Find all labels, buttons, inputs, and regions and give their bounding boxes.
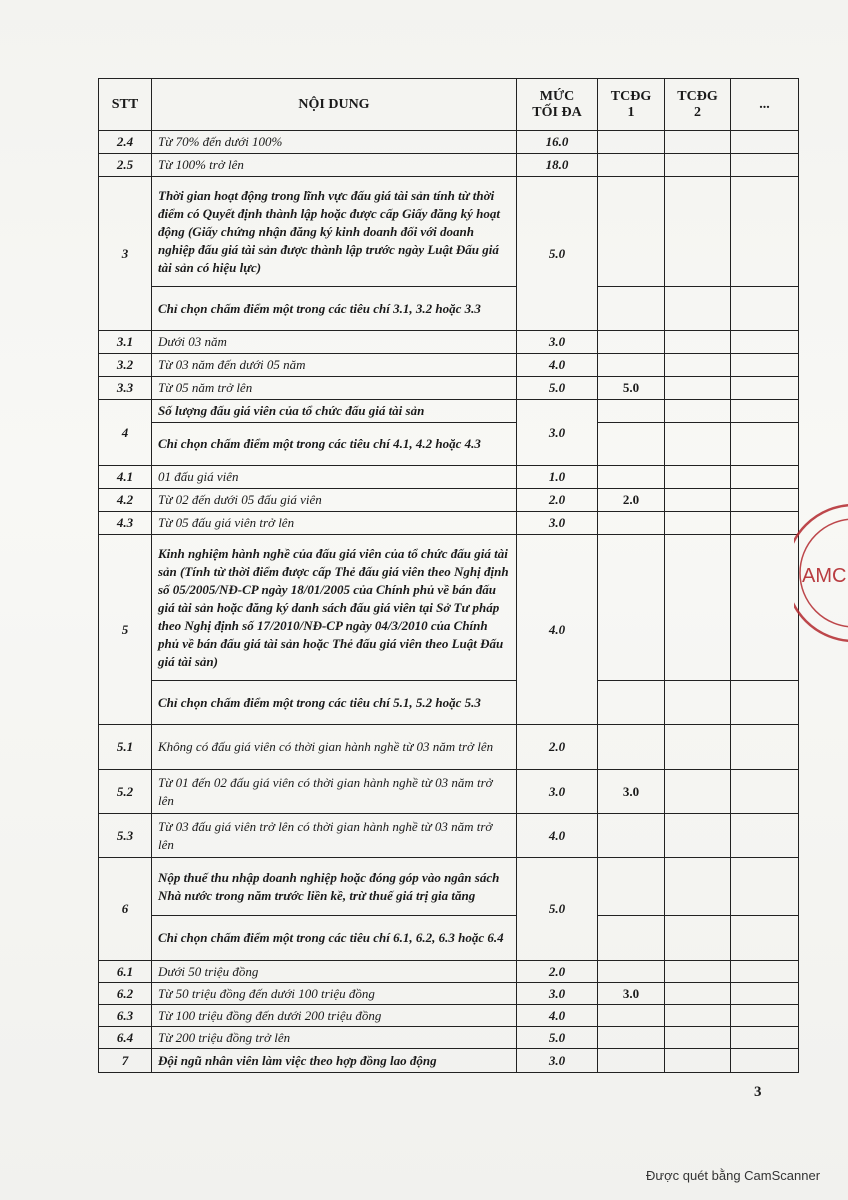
header-tcdg1 bbox=[598, 79, 665, 131]
row-tcdg2-score bbox=[665, 1005, 731, 1027]
row-content: Từ 100 triệu đồng đến dưới 200 triệu đồng bbox=[152, 1005, 517, 1027]
header-content: NỘI DUNG bbox=[152, 79, 517, 131]
table-row bbox=[99, 770, 799, 814]
header-tcdg1-line2: 1 bbox=[627, 104, 635, 120]
row-stt: 6.2 bbox=[99, 983, 152, 1005]
row-tcdg1-score bbox=[598, 423, 665, 466]
stamp-graphic bbox=[794, 498, 848, 648]
header-tcdg2 bbox=[665, 79, 731, 131]
row-content: Từ 05 đấu giá viên trở lên bbox=[152, 512, 517, 535]
row-stt: 4 bbox=[99, 400, 152, 466]
table-row bbox=[99, 858, 799, 916]
row-note: Chỉ chọn chấm điểm một trong các tiêu chí 4.1, 4.2 hoặc 4.3 bbox=[152, 423, 517, 466]
row-content: Dưới 03 năm bbox=[152, 331, 517, 354]
row-content: Từ 03 năm đến dưới 05 năm bbox=[152, 354, 517, 377]
table-row bbox=[99, 961, 799, 983]
row-max-score: 3.0 bbox=[517, 331, 598, 354]
row-tcdg2-score bbox=[665, 1027, 731, 1049]
row-stt: 5 bbox=[99, 535, 152, 725]
header-more: ... bbox=[731, 79, 799, 131]
row-stt: 2.4 bbox=[99, 131, 152, 154]
row-more-score bbox=[731, 1027, 799, 1049]
row-tcdg2-score bbox=[665, 131, 731, 154]
row-tcdg2-score bbox=[665, 400, 731, 423]
row-max-score: 3.0 bbox=[517, 400, 598, 466]
company-stamp bbox=[794, 498, 848, 648]
row-stt: 3.3 bbox=[99, 377, 152, 400]
row-content: Từ 02 đến dưới 05 đấu giá viên bbox=[152, 489, 517, 512]
row-tcdg2-score bbox=[665, 354, 731, 377]
scanner-watermark: Được quét bằng CamScanner bbox=[646, 1168, 821, 1183]
row-stt: 3.1 bbox=[99, 331, 152, 354]
row-stt: 4.1 bbox=[99, 466, 152, 489]
row-more-score bbox=[731, 1005, 799, 1027]
row-content: Không có đấu giá viên có thời gian hành nghề từ 03 năm trở lên bbox=[152, 725, 517, 770]
row-tcdg2-score bbox=[665, 512, 731, 535]
row-tcdg2-score bbox=[665, 377, 731, 400]
row-tcdg1-score bbox=[598, 466, 665, 489]
row-more-score bbox=[731, 466, 799, 489]
table-row bbox=[99, 131, 799, 154]
row-tcdg1-score bbox=[598, 1027, 665, 1049]
row-tcdg1-score bbox=[598, 858, 665, 916]
header-max-score bbox=[517, 79, 598, 131]
row-content: Thời gian hoạt động trong lĩnh vực đấu giá tài sản tính từ thời điểm có Quyết định thành lập hoặc được cấp Giấy đăng ký hoạt động (Giấy chứng nhận đăng ký kinh doanh đối với doanh nghiệp đấu giá tài sản được thành lập trước ngày Luật Đấu giá tài sản có hiệu lực) bbox=[152, 177, 517, 287]
row-more-score bbox=[731, 681, 799, 725]
row-more-score bbox=[731, 1049, 799, 1073]
row-tcdg2-score bbox=[665, 916, 731, 961]
row-content: Từ 01 đến 02 đấu giá viên có thời gian hành nghề từ 03 năm trở lên bbox=[152, 770, 517, 814]
row-tcdg1-score bbox=[598, 725, 665, 770]
row-stt: 6 bbox=[99, 858, 152, 961]
row-tcdg1-score bbox=[598, 131, 665, 154]
row-tcdg2-score bbox=[665, 725, 731, 770]
row-max-score: 5.0 bbox=[517, 177, 598, 331]
row-more-score bbox=[731, 961, 799, 983]
row-tcdg2-score bbox=[665, 858, 731, 916]
row-max-score: 3.0 bbox=[517, 983, 598, 1005]
row-max-score: 2.0 bbox=[517, 725, 598, 770]
row-tcdg1-score bbox=[598, 814, 665, 858]
row-more-score bbox=[731, 858, 799, 916]
row-max-score: 3.0 bbox=[517, 512, 598, 535]
row-max-score: 4.0 bbox=[517, 535, 598, 725]
row-tcdg1-score bbox=[598, 535, 665, 681]
row-max-score: 4.0 bbox=[517, 354, 598, 377]
row-content: 01 đấu giá viên bbox=[152, 466, 517, 489]
row-tcdg1-score bbox=[598, 400, 665, 423]
row-content: Đội ngũ nhân viên làm việc theo hợp đồng lao động bbox=[152, 1049, 517, 1073]
header-max-line2: TỐI ĐA bbox=[532, 104, 582, 120]
row-stt: 3.2 bbox=[99, 354, 152, 377]
row-max-score: 18.0 bbox=[517, 154, 598, 177]
row-more-score bbox=[731, 725, 799, 770]
stamp-text: AMC bbox=[802, 565, 847, 587]
row-tcdg2-score bbox=[665, 961, 731, 983]
table-row bbox=[99, 535, 799, 681]
table-row bbox=[99, 489, 799, 512]
row-more-score bbox=[731, 814, 799, 858]
table-row bbox=[99, 354, 799, 377]
header-max-line1: MỨC bbox=[539, 88, 575, 104]
row-stt: 6.1 bbox=[99, 961, 152, 983]
table-row bbox=[99, 725, 799, 770]
row-more-score bbox=[731, 512, 799, 535]
row-tcdg1-score: 2.0 bbox=[598, 489, 665, 512]
row-max-score: 3.0 bbox=[517, 770, 598, 814]
row-max-score: 4.0 bbox=[517, 814, 598, 858]
row-tcdg1-score bbox=[598, 177, 665, 287]
row-tcdg1-score bbox=[598, 961, 665, 983]
row-tcdg1-score: 5.0 bbox=[598, 377, 665, 400]
row-max-score: 2.0 bbox=[517, 961, 598, 983]
row-tcdg2-score bbox=[665, 535, 731, 681]
row-tcdg1-score bbox=[598, 1005, 665, 1027]
row-more-score bbox=[731, 770, 799, 814]
row-stt: 7 bbox=[99, 1049, 152, 1073]
table-header-row bbox=[99, 79, 799, 131]
row-tcdg1-score bbox=[598, 354, 665, 377]
table-row bbox=[99, 177, 799, 287]
row-max-score: 5.0 bbox=[517, 377, 598, 400]
table-row bbox=[99, 1005, 799, 1027]
row-tcdg1-score: 3.0 bbox=[598, 770, 665, 814]
row-tcdg1-score bbox=[598, 331, 665, 354]
table-row-note bbox=[99, 423, 799, 466]
row-more-score bbox=[731, 423, 799, 466]
row-tcdg2-score bbox=[665, 770, 731, 814]
row-tcdg2-score bbox=[665, 489, 731, 512]
row-more-score bbox=[731, 331, 799, 354]
row-more-score bbox=[731, 377, 799, 400]
row-tcdg1-score bbox=[598, 154, 665, 177]
header-stt: STT bbox=[99, 79, 152, 131]
row-more-score bbox=[731, 354, 799, 377]
table-row-note bbox=[99, 681, 799, 725]
row-tcdg1-score bbox=[598, 681, 665, 725]
row-more-score bbox=[731, 983, 799, 1005]
row-content: Từ 70% đến dưới 100% bbox=[152, 131, 517, 154]
row-stt: 5.2 bbox=[99, 770, 152, 814]
row-tcdg2-score bbox=[665, 814, 731, 858]
header-tcdg2-line2: 2 bbox=[694, 104, 701, 120]
row-stt: 3 bbox=[99, 177, 152, 331]
table-row bbox=[99, 466, 799, 489]
row-stt: 5.1 bbox=[99, 725, 152, 770]
row-more-score bbox=[731, 154, 799, 177]
row-content: Từ 100% trở lên bbox=[152, 154, 517, 177]
row-content: Dưới 50 triệu đồng bbox=[152, 961, 517, 983]
row-tcdg2-score bbox=[665, 1049, 731, 1073]
row-more-score bbox=[731, 287, 799, 331]
row-tcdg1-score bbox=[598, 287, 665, 331]
row-note: Chỉ chọn chấm điểm một trong các tiêu chí 3.1, 3.2 hoặc 3.3 bbox=[152, 287, 517, 331]
row-more-score bbox=[731, 177, 799, 287]
scoring-table bbox=[98, 78, 799, 1073]
row-note: Chỉ chọn chấm điểm một trong các tiêu chí 6.1, 6.2, 6.3 hoặc 6.4 bbox=[152, 916, 517, 961]
row-content: Nộp thuế thu nhập doanh nghiệp hoặc đóng góp vào ngân sách Nhà nước trong năm trước liền kề, trừ thuế giá trị gia tăng bbox=[152, 858, 517, 916]
row-tcdg2-score bbox=[665, 331, 731, 354]
row-max-score: 5.0 bbox=[517, 1027, 598, 1049]
row-max-score: 1.0 bbox=[517, 466, 598, 489]
row-content: Từ 50 triệu đồng đến dưới 100 triệu đồng bbox=[152, 983, 517, 1005]
row-max-score: 4.0 bbox=[517, 1005, 598, 1027]
row-tcdg2-score bbox=[665, 423, 731, 466]
row-tcdg2-score bbox=[665, 287, 731, 331]
row-max-score: 5.0 bbox=[517, 858, 598, 961]
row-tcdg2-score bbox=[665, 983, 731, 1005]
row-more-score bbox=[731, 535, 799, 681]
row-tcdg1-score bbox=[598, 1049, 665, 1073]
row-content: Từ 200 triệu đồng trở lên bbox=[152, 1027, 517, 1049]
table-row bbox=[99, 1049, 799, 1073]
row-tcdg1-score bbox=[598, 916, 665, 961]
row-stt: 2.5 bbox=[99, 154, 152, 177]
table-row bbox=[99, 331, 799, 354]
table-row bbox=[99, 377, 799, 400]
row-more-score bbox=[731, 916, 799, 961]
row-max-score: 16.0 bbox=[517, 131, 598, 154]
row-tcdg2-score bbox=[665, 466, 731, 489]
row-content: Từ 05 năm trở lên bbox=[152, 377, 517, 400]
row-stt: 6.4 bbox=[99, 1027, 152, 1049]
row-max-score: 2.0 bbox=[517, 489, 598, 512]
row-content: Số lượng đấu giá viên của tổ chức đấu giá tài sản bbox=[152, 400, 517, 423]
row-tcdg2-score bbox=[665, 681, 731, 725]
row-tcdg1-score: 3.0 bbox=[598, 983, 665, 1005]
row-more-score bbox=[731, 131, 799, 154]
header-tcdg1-line1: TCĐG bbox=[610, 88, 652, 104]
row-tcdg2-score bbox=[665, 177, 731, 287]
row-max-score: 3.0 bbox=[517, 1049, 598, 1073]
table-row bbox=[99, 983, 799, 1005]
table-row bbox=[99, 512, 799, 535]
row-content: Kinh nghiệm hành nghề của đấu giá viên của tổ chức đấu giá tài sản (Tính từ thời điểm được cấp Thẻ đấu giá viên theo Nghị định số 05/2005/NĐ-CP ngày 18/01/2005 của Chính phủ về bán đấu giá tài sản hoặc đăng ký danh sách đấu giá viên tại Sở Tư pháp theo Nghị định số 17/2010/NĐ-CP ngày 04/3/2010 của Chính phủ về bán đấu giá tài sản hoặc Thẻ đấu giá viên theo Luật Đấu giá tài sản) bbox=[152, 535, 517, 681]
page-number: 3 bbox=[754, 1084, 762, 1100]
table-row-note bbox=[99, 916, 799, 961]
row-stt: 5.3 bbox=[99, 814, 152, 858]
table-row bbox=[99, 154, 799, 177]
row-more-score bbox=[731, 400, 799, 423]
header-tcdg2-line1: TCĐG bbox=[677, 88, 718, 104]
table-row bbox=[99, 400, 799, 423]
row-stt: 4.3 bbox=[99, 512, 152, 535]
row-note: Chỉ chọn chấm điểm một trong các tiêu chí 5.1, 5.2 hoặc 5.3 bbox=[152, 681, 517, 725]
row-tcdg1-score bbox=[598, 512, 665, 535]
table-row bbox=[99, 814, 799, 858]
row-tcdg2-score bbox=[665, 154, 731, 177]
row-stt: 4.2 bbox=[99, 489, 152, 512]
table-row bbox=[99, 1027, 799, 1049]
table-row-note bbox=[99, 287, 799, 331]
row-stt: 6.3 bbox=[99, 1005, 152, 1027]
row-more-score bbox=[731, 489, 799, 512]
row-content: Từ 03 đấu giá viên trở lên có thời gian hành nghề từ 03 năm trở lên bbox=[152, 814, 517, 858]
